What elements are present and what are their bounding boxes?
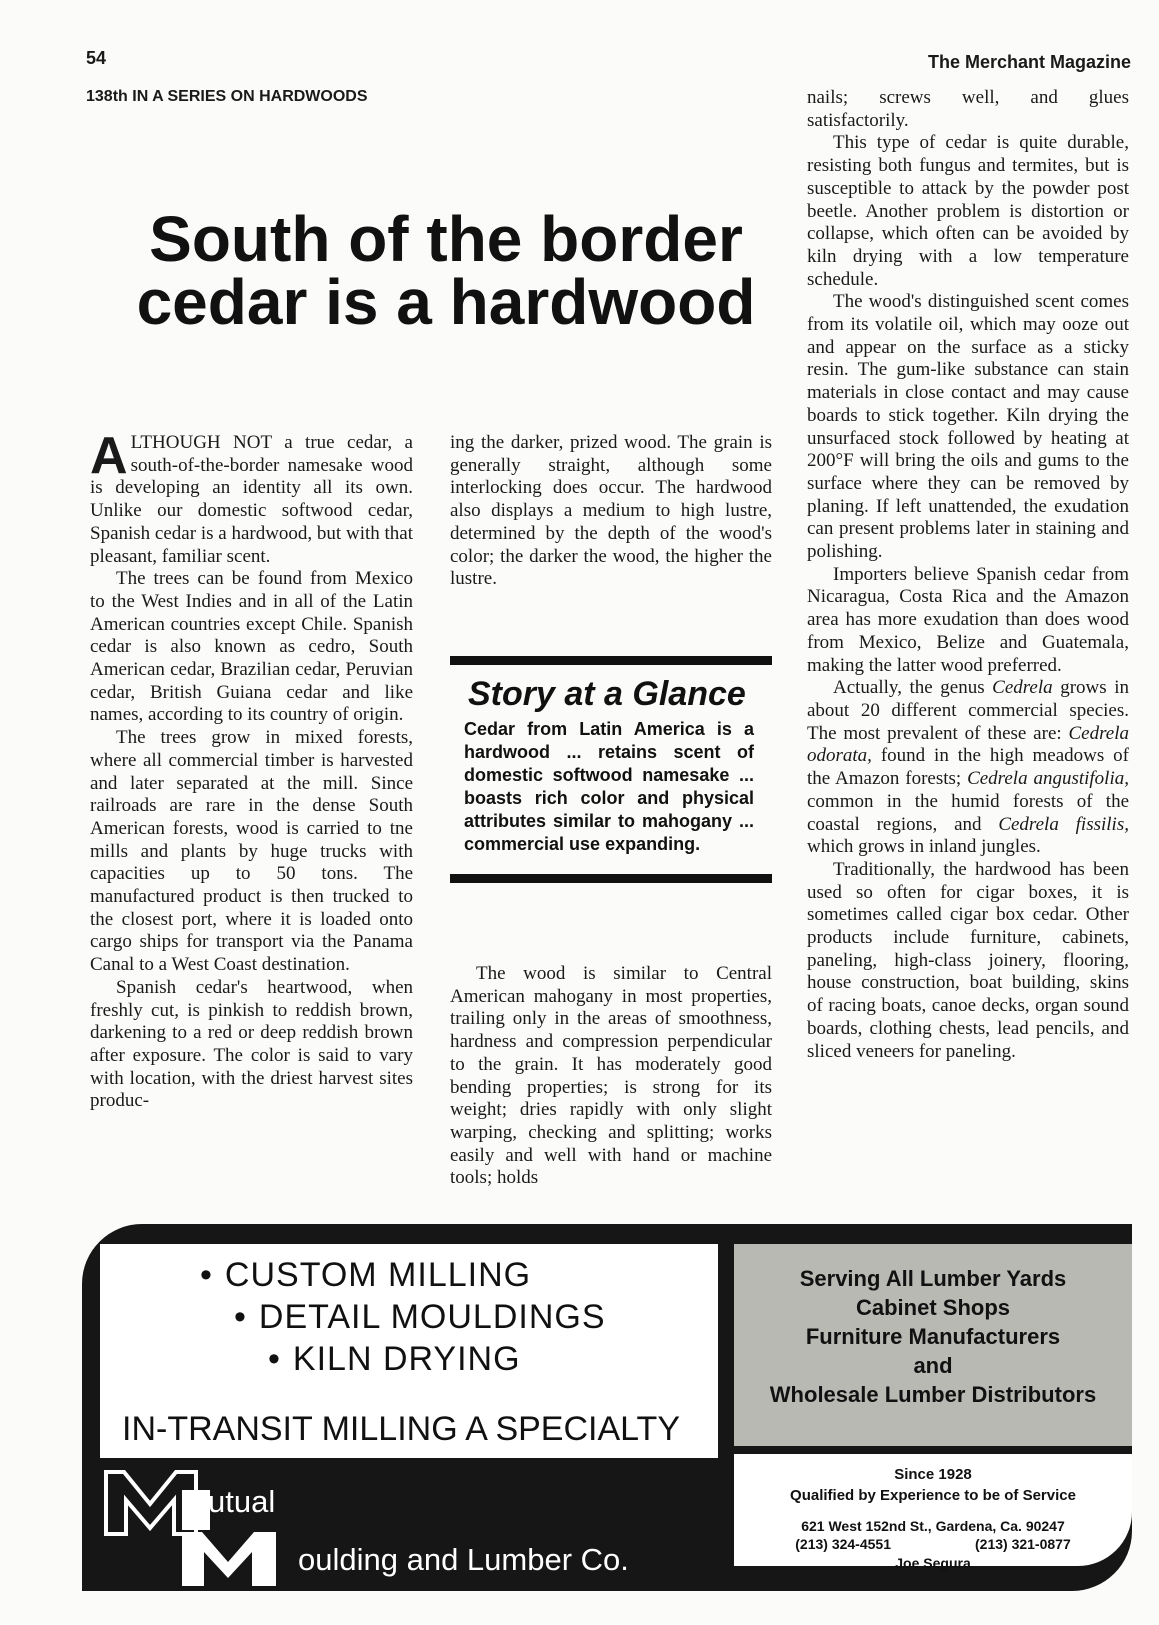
story-at-a-glance-box xyxy=(450,656,772,883)
ad-serving-panel xyxy=(734,1244,1132,1446)
ad-since: Since 1928 xyxy=(894,1466,972,1483)
logo-word-oulding: oulding and Lumber Co. xyxy=(298,1542,629,1577)
ad-serving-line: Cabinet Shops xyxy=(855,1295,1010,1320)
paragraph xyxy=(90,427,413,568)
ad-qualified: Qualified by Experience to be of Service xyxy=(790,1487,1076,1504)
paragraph: Traditionally, the hardwood has been used so often for cigar boxes, it is sometimes called cigar box cedar. Other products include furniture, cabinets, paneling, high-class joinery, flooring, house construction, boat building, skins of racing boats, canoe decks, organ sound boards, clothing chests, lead pencils, and sliced veneers for paneling. xyxy=(807,858,1129,1062)
ad-phone-1: (213) 324-4551 xyxy=(795,1536,891,1552)
ad-serving-line: Furniture Manufacturers xyxy=(805,1324,1061,1349)
genus-name: Cedrela xyxy=(992,677,1053,699)
article-column-1 xyxy=(90,427,413,1113)
paragraph xyxy=(807,677,1129,859)
species-name: Cedrela angustifolia, xyxy=(967,768,1129,790)
bullet-icon: • xyxy=(234,1298,247,1336)
glance-top-rule xyxy=(450,656,772,665)
glance-body: Cedar from Latin America is a hardwood ... retains scent of domestic softwood namesake ... boasts rich color and physical attributes similar to mahogany ... commercial use expanding. xyxy=(464,719,754,854)
series-label: 138th IN A SERIES ON HARDWOODS xyxy=(86,88,368,105)
article-column-3 xyxy=(807,87,1129,1063)
glance-title: Story at a Glance xyxy=(468,675,746,713)
ad-service-label: KILN DRYING xyxy=(292,1340,521,1378)
drop-cap: A xyxy=(90,427,128,485)
paragraph: Importers believe Spanish cedar from Nicaragua, Costa Rica and the Amazon area has more exudation than does wood from Mexico, Belize and Guatemala, making the latter wood preferred. xyxy=(807,563,1129,676)
logo-word-utual: utual xyxy=(208,1484,276,1519)
ad-services-panel xyxy=(100,1244,718,1458)
ad-serving-line: Wholesale Lumber Distributors xyxy=(769,1382,1097,1407)
text-run: Actually, the genus xyxy=(833,677,993,699)
ad-phone-2: (213) 321-0877 xyxy=(975,1536,1071,1552)
mutual-moulding-advertisement xyxy=(82,1224,1132,1591)
ad-service-item xyxy=(268,1340,521,1379)
text-run: common in the humid forests of the coastal regions, and xyxy=(807,790,1129,835)
ad-phones xyxy=(734,1536,1132,1552)
magazine-title: The Merchant Magazine xyxy=(927,52,1131,72)
ad-serving-line: and xyxy=(913,1353,953,1378)
bullet-icon: • xyxy=(268,1340,281,1378)
species-name: Cedrela fissilis, xyxy=(998,813,1129,835)
ad-service-item xyxy=(234,1298,606,1337)
article-column-2-top xyxy=(450,432,772,591)
ad-contact-name: Joe Segura xyxy=(895,1555,971,1571)
ad-service-label: CUSTOM MILLING xyxy=(224,1256,532,1294)
species-name: Cedrela odorata, xyxy=(807,722,1129,767)
ad-serving-line: Serving All Lumber Yards xyxy=(799,1266,1067,1291)
headline-line-1: South of the border xyxy=(149,203,743,275)
ad-specialty: IN-TRANSIT MILLING A SPECIALTY xyxy=(122,1410,680,1448)
paragraph: The trees grow in mixed forests, where all commercial timber is harvested and later separated at the mill. Since railroads are rare in the dense South American forests, wood is carried to tne mills and plants by huge trucks with capacities up to 50 tons. The manufactured product is then trucked to the closest port, where it is loaded onto cargo ships for transport via the Panama Canal to a West Coast destination. xyxy=(90,727,413,976)
paragraph: ing the darker, prized wood. The grain is generally straight, although some interlocking does occur. The hardwood also displays a medium to high lustre, determined by the depth of the wood's color; the darker the wood, the higher the lustre. xyxy=(450,432,772,590)
headline xyxy=(96,203,796,338)
paragraph: The wood is similar to Central American mahogany in most properties, trailing only in the areas of smoothness, hardness and compression perpendicular to the grain. It has moderately good bending properties; is strong for its weight; dries rapidly with only slight warping, checking and splitting; works easily and well with hand or machine tools; holds xyxy=(450,963,772,1189)
bullet-icon: • xyxy=(200,1256,213,1294)
text-run: grows in about 20 different commercial species. The most prevalent of these are: xyxy=(807,677,1129,744)
glance-bottom-rule xyxy=(450,874,772,883)
paragraph: nails; screws well, and glues satisfactorily. xyxy=(807,87,1129,131)
paragraph: The trees can be found from Mexico to the West Indies and in all of the Latin American countries except Chile. Spanish cedar is also known as cedro, South American cedar, Brazilian cedar, Peruvian cedar, British Guiana cedar and like names, according to its country of origin. xyxy=(90,568,413,726)
ad-address: 621 West 152nd St., Gardena, Ca. 90247 xyxy=(801,1518,1065,1534)
ad-service-item xyxy=(200,1256,531,1295)
paragraph-text: LTHOUGH NOT a true cedar, a south-of-the-border namesake wood is developing an identity all its own. Unlike our domestic softwood cedar, Spanish cedar is a hardwood, but with that pleasant, familiar scent. xyxy=(90,432,413,567)
headline-line-2: cedar is a hardwood xyxy=(136,266,756,338)
ad-service-label: DETAIL MOULDINGS xyxy=(258,1298,606,1336)
ad-contact-panel xyxy=(734,1454,1132,1571)
paragraph: This type of cedar is quite durable, resisting both fungus and termites, but is susceptible to attack by the powder post beetle. Another problem is distortion or collapse, which often can be avoided by kiln drying with a low temperature schedule. xyxy=(807,132,1129,290)
article-column-2-bottom xyxy=(450,963,772,1190)
page-number: 54 xyxy=(86,48,107,68)
paragraph: The wood's distinguished scent comes from its volatile oil, which may ooze out and appear on the surface as a sticky resin. The gum-like substance can stain materials in close contact and may cause boards to stick together. Kiln drying the unsurfaced stock followed by heating at 200°F will bring the oils and gums to the surface where they can be removed by planing. If left unattended, the exudation can present problems later in staining and polishing. xyxy=(807,291,1129,563)
text-run: which grows in inland jungles. xyxy=(807,836,1041,858)
text-run: found in the high meadows of the Amazon forests; xyxy=(807,745,1129,790)
paragraph: Spanish cedar's heartwood, when freshly cut, is pinkish to reddish brown, darkening to a red or deep reddish brown after exposure. The color is said to vary with location, with the driest harvest sites produc- xyxy=(90,976,413,1112)
